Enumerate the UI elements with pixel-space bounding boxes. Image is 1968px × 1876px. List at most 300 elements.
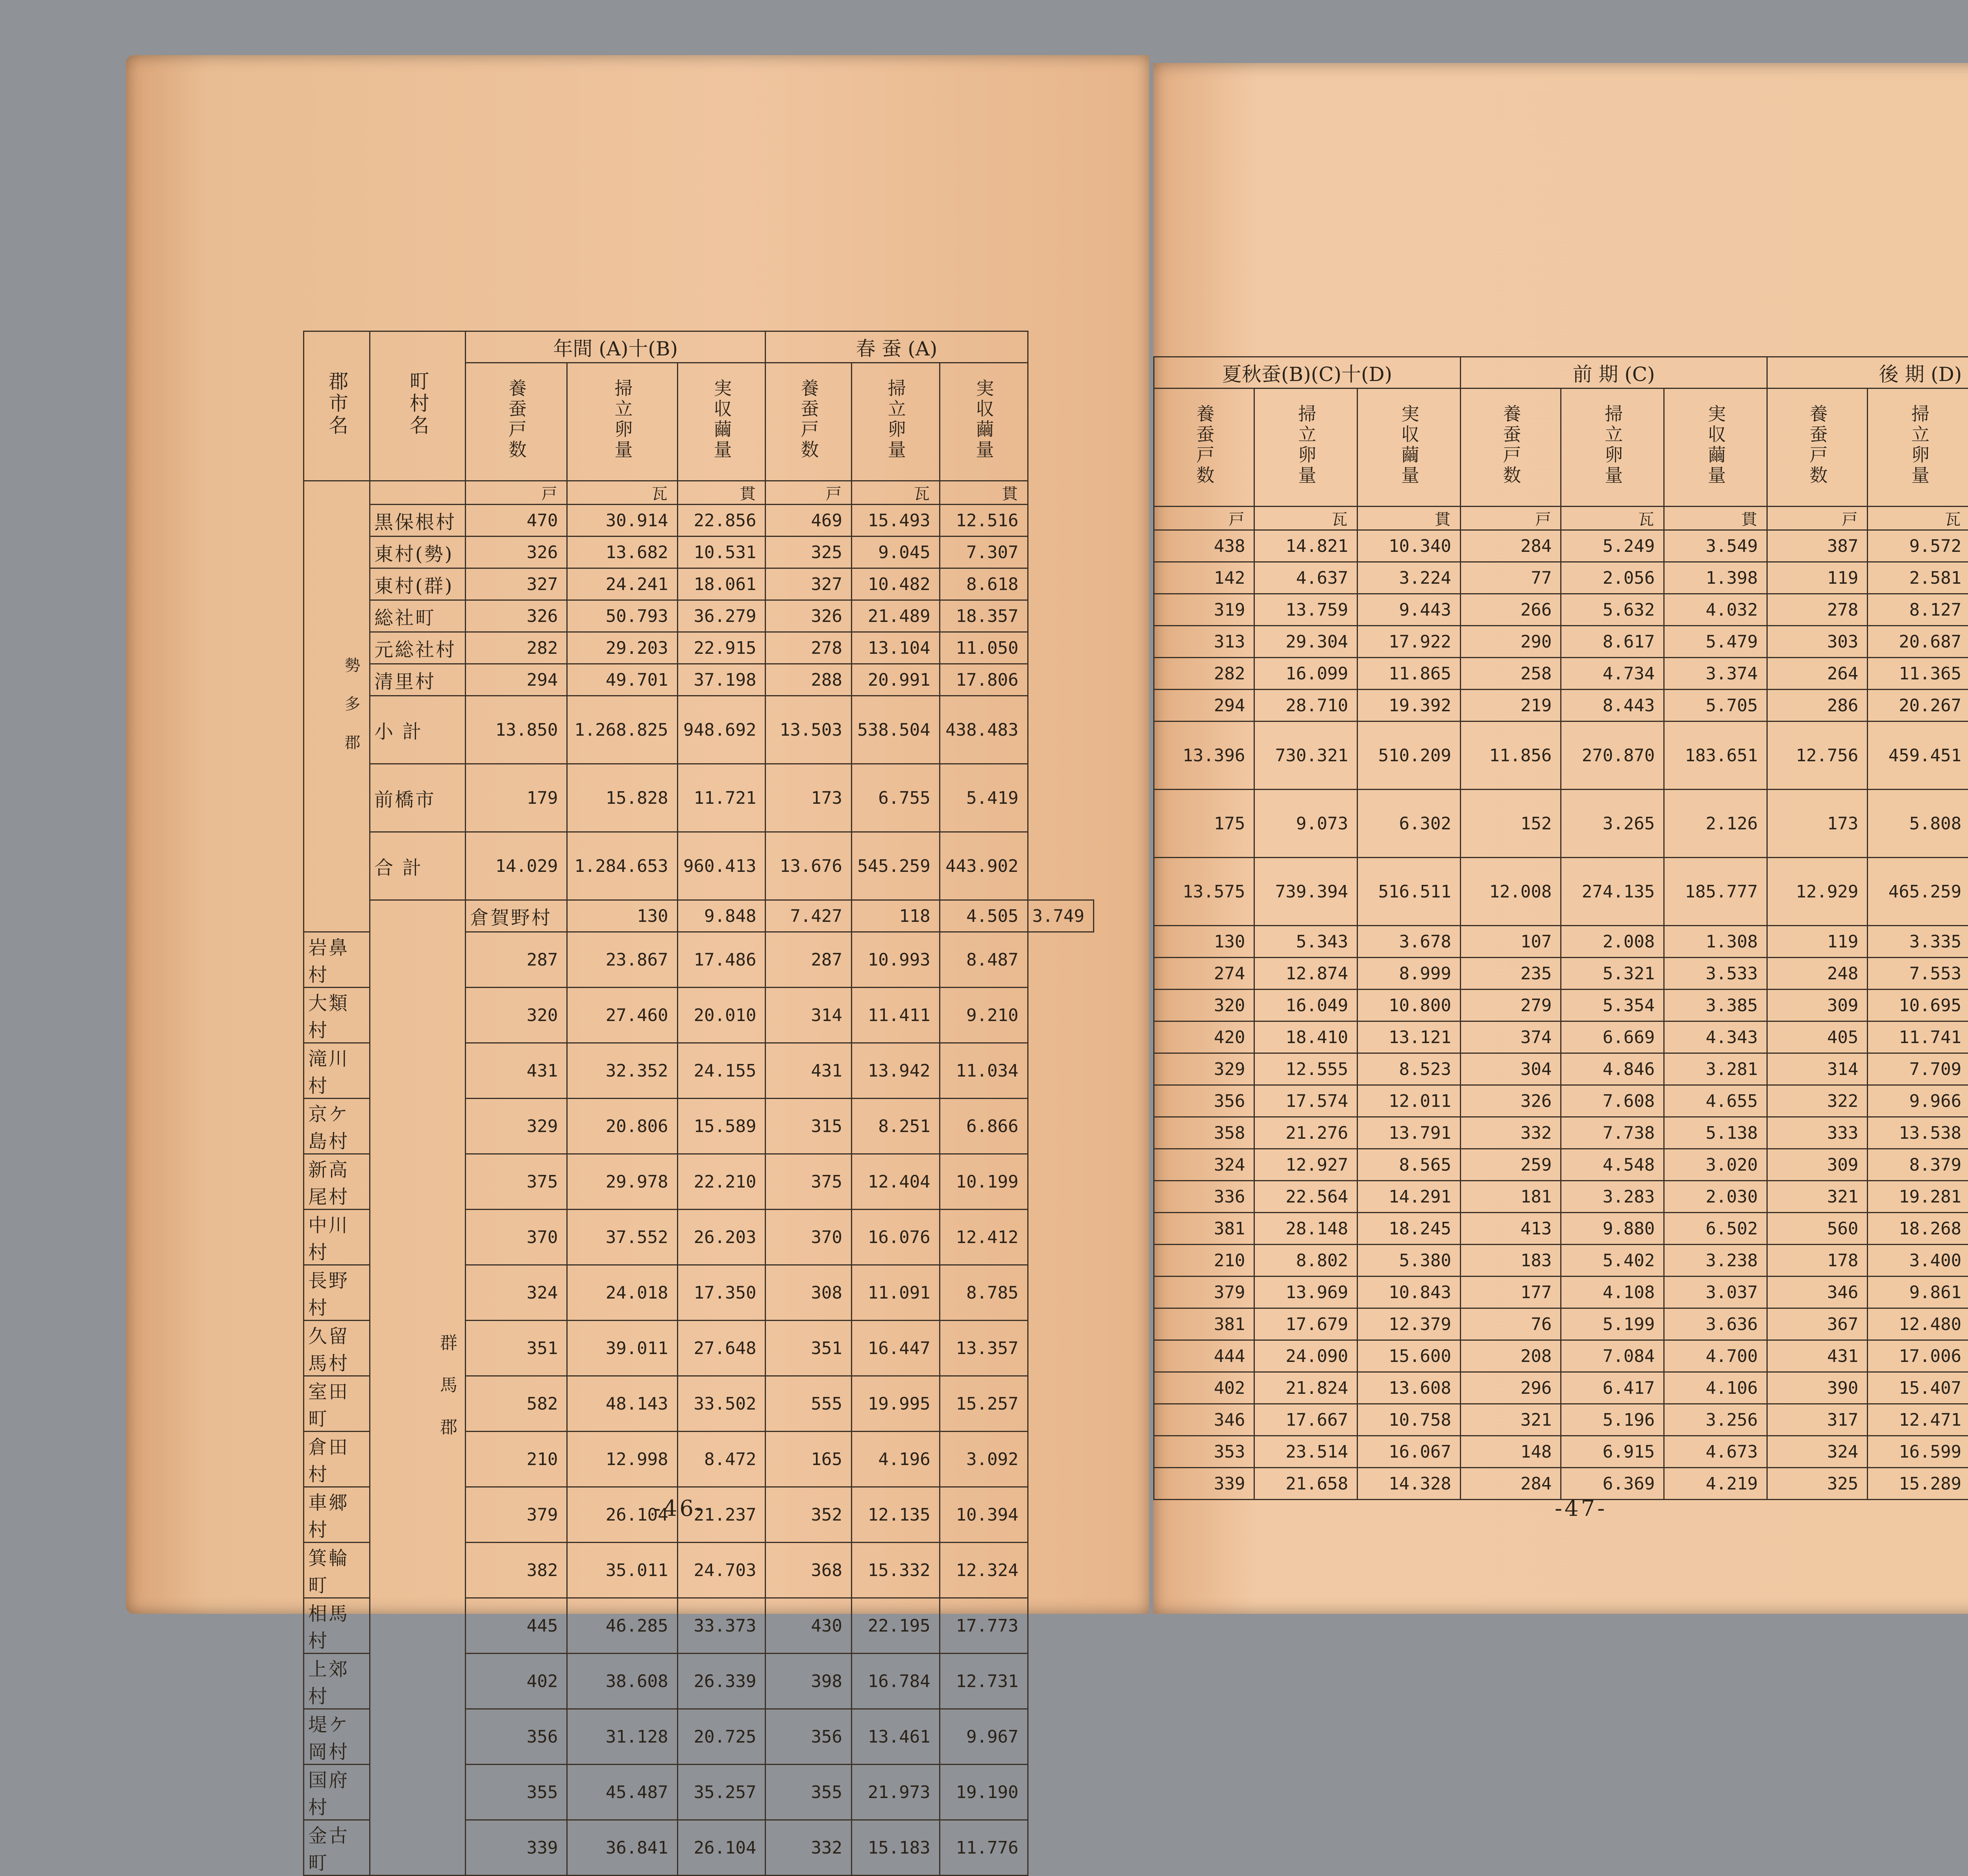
data-cell: 3.238 [1664, 1245, 1767, 1277]
town-name: 小 計 [370, 696, 466, 764]
data-cell: 5.249 [1561, 530, 1664, 562]
data-cell: 324 [466, 1265, 567, 1321]
data-cell: 175 [1154, 790, 1254, 858]
data-cell: 22.856 [677, 505, 766, 537]
data-cell: 16.099 [1254, 658, 1358, 690]
data-cell: 148 [1460, 1436, 1561, 1468]
unit-spacer [370, 481, 466, 505]
data-cell: 431 [766, 1043, 851, 1099]
town-name: 前橋市 [370, 764, 466, 832]
data-cell: 8.127 [1868, 594, 1968, 626]
data-cell: 3.549 [1664, 530, 1767, 562]
data-cell: 375 [766, 1154, 851, 1210]
data-cell: 23.514 [1254, 1436, 1358, 1468]
data-cell: 13.608 [1358, 1372, 1461, 1404]
data-cell: 287 [766, 932, 851, 988]
data-cell: 35.257 [677, 1765, 766, 1820]
data-cell: 19.995 [851, 1376, 940, 1432]
data-cell: 314 [1767, 1053, 1867, 1085]
subtotal-row [1154, 722, 1968, 790]
page-number-left: -46- [653, 1496, 706, 1521]
data-cell: 17.486 [677, 932, 766, 988]
data-cell: 3.283 [1561, 1181, 1664, 1213]
data-cell: 22.564 [1254, 1181, 1358, 1213]
data-cell: 320 [466, 988, 567, 1043]
data-cell: 325 [766, 537, 851, 568]
data-cell: 355 [466, 1765, 567, 1820]
data-cell: 5.808 [1868, 790, 1968, 858]
data-cell: 26.203 [677, 1210, 766, 1265]
data-cell: 3.281 [1664, 1053, 1767, 1085]
header-cocoons: 実収繭量 [1358, 389, 1461, 507]
data-cell: 284 [1460, 1468, 1561, 1500]
data-cell: 3.265 [1561, 790, 1664, 858]
unit-label: 貫 [677, 481, 766, 505]
data-cell: 1.398 [1664, 562, 1767, 594]
data-cell: 9.966 [1868, 1085, 1968, 1117]
table-row [304, 537, 1094, 568]
unit-label: 戸 [466, 481, 567, 505]
data-cell: 21.237 [677, 1487, 766, 1543]
data-cell: 17.922 [1358, 626, 1461, 658]
data-cell: 4.846 [1561, 1053, 1664, 1085]
data-cell: 420 [1154, 1021, 1254, 1053]
data-cell: 50.793 [567, 600, 677, 632]
data-cell: 402 [466, 1654, 567, 1709]
data-cell: 219 [1460, 690, 1561, 722]
data-cell: 9.045 [851, 537, 940, 568]
data-cell: 27.648 [677, 1321, 766, 1376]
data-cell: 33.373 [677, 1598, 766, 1654]
data-cell: 26.104 [677, 1820, 766, 1876]
data-cell: 10.199 [940, 1154, 1028, 1210]
data-cell: 15.257 [940, 1376, 1028, 1432]
table-row [1154, 1340, 1968, 1372]
data-cell: 6.502 [1664, 1213, 1767, 1245]
table-row [1154, 626, 1968, 658]
data-cell: 332 [766, 1820, 851, 1876]
data-cell: 11.856 [1460, 722, 1561, 790]
table-row [304, 632, 1094, 664]
data-cell: 327 [766, 568, 851, 600]
data-cell: 24.018 [567, 1265, 677, 1321]
data-cell: 438 [1154, 530, 1254, 562]
data-cell: 13.682 [567, 537, 677, 568]
data-cell: 5.354 [1561, 990, 1664, 1021]
data-cell: 37.552 [567, 1210, 677, 1265]
data-cell: 13.850 [466, 696, 567, 764]
town-name: 国府村 [304, 1765, 370, 1820]
data-cell: 374 [1460, 1021, 1561, 1053]
data-cell: 516.511 [1358, 858, 1461, 926]
data-cell: 309 [1767, 990, 1867, 1021]
data-cell: 12.731 [940, 1654, 1028, 1709]
town-name: 箕輪町 [304, 1543, 370, 1598]
left-table [303, 331, 1094, 1876]
data-cell: 152 [1460, 790, 1561, 858]
data-cell: 33.502 [677, 1376, 766, 1432]
data-cell: 2.008 [1561, 926, 1664, 958]
table-row [1154, 507, 1968, 530]
data-cell: 4.108 [1561, 1277, 1664, 1308]
data-cell: 49.701 [567, 664, 677, 696]
header-households: 養蚕戸数 [1767, 389, 1867, 507]
data-cell: 24.090 [1254, 1340, 1358, 1372]
table-row [1154, 990, 1968, 1021]
county-label-seta: 勢 多 郡 [304, 481, 370, 932]
data-cell: 20.806 [567, 1099, 677, 1154]
data-cell: 5.705 [1664, 690, 1767, 722]
data-cell: 185.777 [1664, 858, 1767, 926]
data-cell: 1.308 [1664, 926, 1767, 958]
header-county: 郡市名 [304, 331, 370, 481]
data-cell: 339 [466, 1820, 567, 1876]
data-cell: 17.574 [1254, 1085, 1358, 1117]
data-cell: 22.210 [677, 1154, 766, 1210]
data-cell: 274.135 [1561, 858, 1664, 926]
data-cell: 76 [1460, 1308, 1561, 1340]
data-cell: 8.379 [1868, 1149, 1968, 1181]
data-cell: 5.199 [1561, 1308, 1664, 1340]
data-cell: 382 [466, 1543, 567, 1598]
data-cell: 351 [766, 1321, 851, 1376]
data-cell: 15.589 [677, 1099, 766, 1154]
data-cell: 4.343 [1664, 1021, 1767, 1053]
data-cell: 470 [466, 505, 567, 537]
data-cell: 15.183 [851, 1820, 940, 1876]
data-cell: 36.279 [677, 600, 766, 632]
data-cell: 130 [1154, 926, 1254, 958]
data-cell: 1.268.825 [567, 696, 677, 764]
data-cell: 12.756 [1767, 722, 1867, 790]
data-cell: 353 [1154, 1436, 1254, 1468]
data-cell: 10.758 [1358, 1404, 1461, 1436]
data-cell: 3.374 [1664, 658, 1767, 690]
data-cell: 356 [1154, 1085, 1254, 1117]
data-cell: 259 [1460, 1149, 1561, 1181]
data-cell: 22.915 [677, 632, 766, 664]
data-cell: 326 [466, 600, 567, 632]
data-cell: 142 [1154, 562, 1254, 594]
data-cell: 352 [766, 1487, 851, 1543]
data-cell: 370 [466, 1210, 567, 1265]
data-cell: 10.482 [851, 568, 940, 600]
town-name: 相馬村 [304, 1598, 370, 1654]
header-summer-autumn: 夏秋蚕(B)(C)十(D) [1154, 357, 1461, 389]
data-cell: 326 [466, 537, 567, 568]
data-cell: 10.695 [1868, 990, 1968, 1021]
data-cell: 9.572 [1868, 530, 1968, 562]
data-cell: 321 [1460, 1404, 1561, 1436]
maebashi-row [304, 764, 1094, 832]
total-row [304, 832, 1094, 900]
data-cell: 12.404 [851, 1154, 940, 1210]
data-cell: 12.324 [940, 1543, 1028, 1598]
data-cell: 282 [466, 632, 567, 664]
town-name: 総社町 [370, 600, 466, 632]
data-cell: 13.357 [940, 1321, 1028, 1376]
header-cocoons: 実収繭量 [1664, 389, 1767, 507]
subtotal-row [304, 696, 1094, 764]
header-eggs: 掃立卵量 [1254, 389, 1358, 507]
data-cell: 20.687 [1868, 626, 1968, 658]
town-name: 久留馬村 [304, 1321, 370, 1376]
town-name: 上郊村 [304, 1654, 370, 1709]
header-eggs: 掃立卵量 [1868, 389, 1968, 507]
data-cell: 367 [1767, 1308, 1867, 1340]
data-cell: 739.394 [1254, 858, 1358, 926]
data-cell: 582 [466, 1376, 567, 1432]
data-cell: 329 [466, 1099, 567, 1154]
data-cell: 356 [766, 1709, 851, 1765]
town-name: 室田町 [304, 1376, 370, 1432]
data-cell: 20.991 [851, 664, 940, 696]
data-cell: 370 [766, 1210, 851, 1265]
data-cell: 390 [1767, 1372, 1867, 1404]
data-cell: 332 [1460, 1117, 1561, 1149]
data-cell: 18.245 [1358, 1213, 1461, 1245]
data-cell: 7.738 [1561, 1117, 1664, 1149]
data-cell: 304 [1460, 1053, 1561, 1085]
data-cell: 21.276 [1254, 1117, 1358, 1149]
data-cell: 24.703 [677, 1543, 766, 1598]
data-cell: 443.902 [940, 832, 1028, 900]
data-cell: 430 [766, 1598, 851, 1654]
table-row [1154, 658, 1968, 690]
data-cell: 77 [1460, 562, 1561, 594]
data-cell: 282 [1154, 658, 1254, 690]
data-cell: 29.978 [567, 1154, 677, 1210]
data-cell: 28.148 [1254, 1213, 1358, 1245]
data-cell: 296 [1460, 1372, 1561, 1404]
data-cell: 555 [766, 1376, 851, 1432]
data-cell: 14.328 [1358, 1468, 1461, 1500]
data-cell: 7.307 [940, 537, 1028, 568]
data-cell: 12.379 [1358, 1308, 1461, 1340]
data-cell: 10.340 [1358, 530, 1461, 562]
data-cell: 20.267 [1868, 690, 1968, 722]
table-row [1154, 1372, 1968, 1404]
data-cell: 324 [1767, 1436, 1867, 1468]
table-row [1154, 690, 1968, 722]
unit-label: 戸 [1767, 507, 1867, 530]
data-cell: 17.679 [1254, 1308, 1358, 1340]
unit-label: 貫 [1664, 507, 1767, 530]
unit-label: 瓦 [1254, 507, 1358, 530]
data-cell: 9.848 [677, 900, 766, 932]
data-cell: 29.203 [567, 632, 677, 664]
data-cell: 14.291 [1358, 1181, 1461, 1213]
data-cell: 9.967 [940, 1709, 1028, 1765]
data-cell: 16.076 [851, 1210, 940, 1265]
data-cell: 270.870 [1561, 722, 1664, 790]
data-cell: 538.504 [851, 696, 940, 764]
data-cell: 1.284.653 [567, 832, 677, 900]
data-cell: 12.480 [1868, 1308, 1968, 1340]
data-cell: 379 [466, 1487, 567, 1543]
data-cell: 10.800 [1358, 990, 1461, 1021]
data-cell: 4.032 [1664, 594, 1767, 626]
data-cell: 11.865 [1358, 658, 1461, 690]
data-cell: 381 [1154, 1213, 1254, 1245]
data-cell: 8.251 [851, 1099, 940, 1154]
data-cell: 12.008 [1460, 858, 1561, 926]
data-cell: 730.321 [1254, 722, 1358, 790]
data-cell: 24.155 [677, 1043, 766, 1099]
data-cell: 16.447 [851, 1321, 940, 1376]
data-cell: 165 [766, 1432, 851, 1487]
data-cell: 2.056 [1561, 562, 1664, 594]
town-name: 新高尾村 [304, 1154, 370, 1210]
data-cell: 258 [1460, 658, 1561, 690]
data-cell: 183 [1460, 1245, 1561, 1277]
data-cell: 2.581 [1868, 562, 1968, 594]
data-cell: 8.785 [940, 1265, 1028, 1321]
data-cell: 308 [766, 1265, 851, 1321]
data-cell: 315 [766, 1099, 851, 1154]
data-cell: 3.092 [940, 1432, 1028, 1487]
data-cell: 9.210 [940, 988, 1028, 1043]
data-cell: 13.121 [1358, 1021, 1461, 1053]
data-cell: 444 [1154, 1340, 1254, 1372]
data-cell: 13.791 [1358, 1117, 1461, 1149]
header-eggs: 掃立卵量 [851, 363, 940, 481]
data-cell: 413 [1460, 1213, 1561, 1245]
data-cell: 17.350 [677, 1265, 766, 1321]
table-row [1154, 1021, 1968, 1053]
data-cell: 13.759 [1254, 594, 1358, 626]
data-cell: 375 [466, 1154, 567, 1210]
unit-label: 瓦 [1868, 507, 1968, 530]
data-cell: 11.050 [940, 632, 1028, 664]
data-cell: 346 [1154, 1404, 1254, 1436]
data-cell: 6.669 [1561, 1021, 1664, 1053]
data-cell: 12.516 [940, 505, 1028, 537]
data-cell: 13.396 [1154, 722, 1254, 790]
data-cell: 368 [766, 1543, 851, 1598]
data-cell: 5.343 [1254, 926, 1358, 958]
table-row [304, 481, 1094, 505]
data-cell: 29.304 [1254, 626, 1358, 658]
table-row [1154, 1308, 1968, 1340]
data-cell: 5.419 [940, 764, 1028, 832]
data-cell: 351 [466, 1321, 567, 1376]
data-cell: 3.636 [1664, 1308, 1767, 1340]
data-cell: 7.553 [1868, 958, 1968, 990]
data-cell: 8.618 [940, 568, 1028, 600]
data-cell: 31.128 [567, 1709, 677, 1765]
data-cell: 6.866 [940, 1099, 1028, 1154]
data-cell: 13.969 [1254, 1277, 1358, 1308]
data-cell: 27.460 [567, 988, 677, 1043]
town-name: 長野村 [304, 1265, 370, 1321]
data-cell: 235 [1460, 958, 1561, 990]
table-row [1154, 1213, 1968, 1245]
data-cell: 5.196 [1561, 1404, 1664, 1436]
town-name: 岩鼻村 [304, 932, 370, 988]
town-name: 倉田村 [304, 1432, 370, 1487]
data-cell: 333 [1767, 1117, 1867, 1149]
data-cell: 326 [766, 600, 851, 632]
data-cell: 465.259 [1868, 858, 1968, 926]
data-cell: 3.533 [1664, 958, 1767, 990]
data-cell: 14.821 [1254, 530, 1358, 562]
data-cell: 8.617 [1561, 626, 1664, 658]
data-cell: 15.493 [851, 505, 940, 537]
header-annual: 年間 (A)十(B) [466, 331, 766, 363]
data-cell: 178 [1767, 1245, 1867, 1277]
data-cell: 48.143 [567, 1376, 677, 1432]
table-row [1154, 1181, 1968, 1213]
data-cell: 12.929 [1767, 858, 1867, 926]
data-cell: 7.427 [766, 900, 851, 932]
county-label-gunma: 群 馬 郡 [370, 900, 466, 1876]
data-cell: 3.335 [1868, 926, 1968, 958]
data-cell: 32.352 [567, 1043, 677, 1099]
data-cell: 15.600 [1358, 1340, 1461, 1372]
table-row [304, 505, 1094, 537]
data-cell: 38.608 [567, 1654, 677, 1709]
data-cell: 13.575 [1154, 858, 1254, 926]
data-cell: 3.256 [1664, 1404, 1767, 1436]
data-cell: 12.011 [1358, 1085, 1461, 1117]
data-cell: 5.138 [1664, 1117, 1767, 1149]
data-cell: 210 [1154, 1245, 1254, 1277]
data-cell: 16.049 [1254, 990, 1358, 1021]
header-cocoons: 実収繭量 [940, 363, 1028, 481]
data-cell: 402 [1154, 1372, 1254, 1404]
data-cell: 13.538 [1868, 1117, 1968, 1149]
data-cell: 6.417 [1561, 1372, 1664, 1404]
town-name: 倉賀野村 [466, 900, 567, 932]
data-cell: 21.658 [1254, 1468, 1358, 1500]
town-name: 東村(勢) [370, 537, 466, 568]
data-cell: 36.841 [567, 1820, 677, 1876]
data-cell: 355 [766, 1765, 851, 1820]
data-cell: 18.357 [940, 600, 1028, 632]
data-cell: 15.828 [567, 764, 677, 832]
data-cell: 20.010 [677, 988, 766, 1043]
data-cell: 290 [1460, 626, 1561, 658]
data-cell: 46.285 [567, 1598, 677, 1654]
data-cell: 118 [851, 900, 940, 932]
town-name: 金古町 [304, 1820, 370, 1876]
data-cell: 12.135 [851, 1487, 940, 1543]
data-cell: 6.369 [1561, 1468, 1664, 1500]
data-cell: 16.067 [1358, 1436, 1461, 1468]
data-cell: 12.412 [940, 1210, 1028, 1265]
data-cell: 329 [1154, 1053, 1254, 1085]
header-eggs: 掃立卵量 [1561, 389, 1664, 507]
table-row [1154, 1053, 1968, 1085]
data-cell: 15.407 [1868, 1372, 1968, 1404]
data-cell: 317 [1767, 1404, 1867, 1436]
data-cell: 20.725 [677, 1709, 766, 1765]
data-cell: 288 [766, 664, 851, 696]
data-cell: 13.104 [851, 632, 940, 664]
data-cell: 18.410 [1254, 1021, 1358, 1053]
data-cell: 7.608 [1561, 1085, 1664, 1117]
data-cell: 322 [1767, 1085, 1867, 1117]
data-cell: 4.106 [1664, 1372, 1767, 1404]
data-cell: 23.867 [567, 932, 677, 988]
table-row [1154, 958, 1968, 990]
data-cell: 5.479 [1664, 626, 1767, 658]
data-cell: 17.773 [940, 1598, 1028, 1654]
data-cell: 278 [1767, 594, 1867, 626]
data-cell: 24.241 [567, 568, 677, 600]
data-cell: 274 [1154, 958, 1254, 990]
